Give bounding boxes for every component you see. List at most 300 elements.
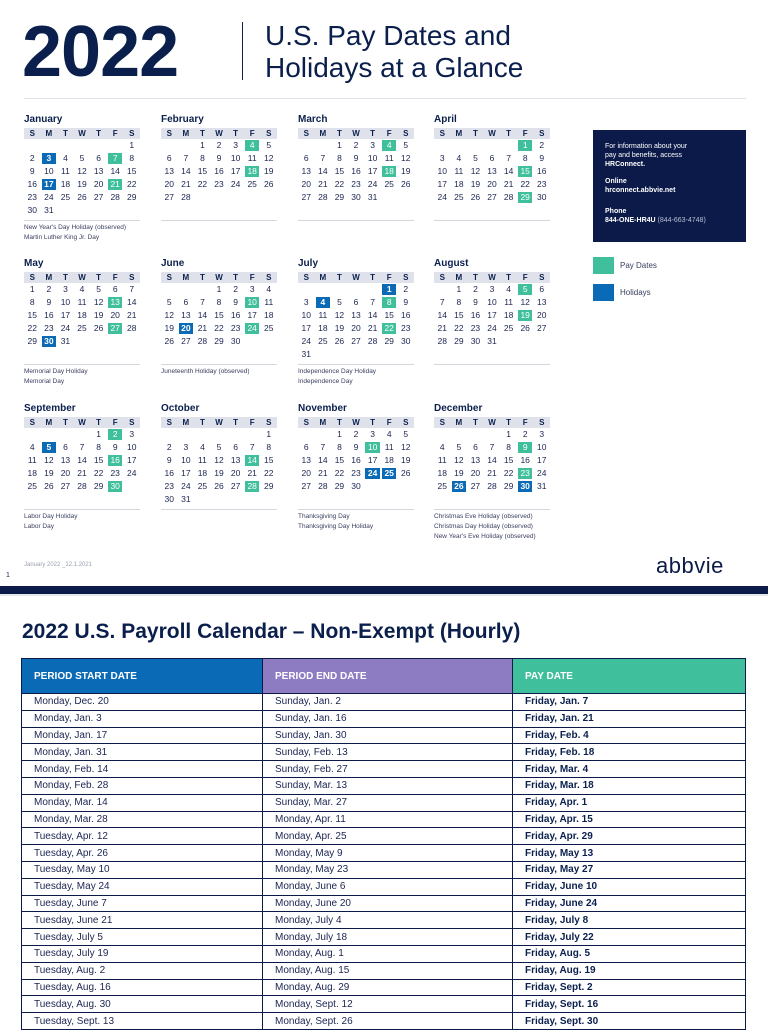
week-spacer bbox=[24, 493, 140, 506]
weekday-label: M bbox=[455, 273, 463, 282]
period-end-cell: Sunday, Jan. 30 bbox=[263, 727, 513, 744]
pay-date-cell: Friday, June 24 bbox=[513, 895, 746, 912]
day-cell: 10 bbox=[230, 153, 241, 163]
week-spacer bbox=[298, 493, 414, 506]
day-cell: 10 bbox=[181, 455, 191, 465]
week-row bbox=[24, 335, 140, 348]
week-row bbox=[434, 335, 550, 348]
day-cell: 23 bbox=[164, 481, 175, 491]
empty-day-cell bbox=[108, 336, 123, 347]
day-cell: 30 bbox=[42, 336, 57, 347]
weekday-label: F bbox=[249, 129, 255, 138]
day-cell: 28 bbox=[197, 336, 208, 346]
holiday-divider bbox=[434, 509, 550, 510]
weekday-label: W bbox=[215, 273, 223, 282]
table-row bbox=[22, 861, 746, 878]
empty-day-cell bbox=[75, 205, 90, 216]
day-cell: 24 bbox=[301, 336, 312, 346]
day-cell: 22 bbox=[503, 468, 514, 478]
table-row bbox=[22, 710, 746, 727]
period-end-cell: Monday, Sept. 26 bbox=[263, 1013, 513, 1030]
week-row bbox=[161, 309, 277, 322]
day-cell: 16 bbox=[351, 455, 361, 465]
weekday-label: S bbox=[129, 273, 135, 282]
table-row bbox=[22, 794, 746, 811]
empty-day-cell bbox=[179, 284, 194, 295]
period-end-cell: Monday, June 6 bbox=[263, 878, 513, 895]
period-end-cell: Monday, May 23 bbox=[263, 861, 513, 878]
pay-date-cell: Friday, Aug. 5 bbox=[513, 945, 746, 962]
weekday-label: S bbox=[539, 418, 545, 427]
day-cell: 22 bbox=[93, 468, 104, 478]
weekday-header bbox=[161, 128, 277, 139]
info-line-3: HRConnect. bbox=[605, 161, 646, 168]
info-phone-row bbox=[605, 216, 706, 225]
day-cell: 7 bbox=[439, 297, 445, 307]
period-end-cell: Monday, Aug. 29 bbox=[263, 979, 513, 996]
pay-date-cell: Friday, May 13 bbox=[513, 845, 746, 862]
empty-day-cell bbox=[382, 192, 397, 203]
day-cell: 7 bbox=[129, 284, 135, 294]
weekday-header bbox=[24, 128, 140, 139]
empty-day-cell bbox=[534, 336, 549, 347]
pay-date-cell: Friday, Apr. 29 bbox=[513, 828, 746, 845]
day-cell: 30 bbox=[537, 192, 547, 202]
day-cell: 17 bbox=[437, 179, 448, 189]
day-cell: 1 bbox=[129, 140, 135, 150]
weekday-label: T bbox=[200, 418, 205, 427]
info-phone-number[interactable]: 844-ONE-HR4U bbox=[605, 217, 656, 224]
day-cell: 16 bbox=[214, 166, 224, 176]
day-cell: 3 bbox=[303, 297, 309, 307]
empty-day-cell bbox=[75, 429, 90, 440]
day-cell: 4 bbox=[439, 442, 445, 452]
week-row bbox=[24, 309, 140, 322]
day-cell: 25 bbox=[27, 481, 38, 491]
weekday-header bbox=[434, 272, 550, 283]
day-cell: 11 bbox=[384, 153, 394, 163]
holiday-note: Thanksgiving Day Holiday bbox=[298, 523, 374, 530]
day-cell: 25 bbox=[384, 179, 394, 189]
day-cell: 30 bbox=[27, 205, 38, 215]
page-number: 1 bbox=[6, 572, 10, 579]
day-cell: 2 bbox=[29, 153, 35, 163]
day-cell: 4 bbox=[29, 442, 35, 452]
header-period-end: PERIOD END DATE bbox=[263, 659, 513, 694]
empty-day-cell bbox=[382, 349, 397, 360]
period-start-cell: Tuesday, July 5 bbox=[22, 929, 263, 946]
day-cell: 1 bbox=[518, 140, 533, 151]
day-cell: 18 bbox=[318, 323, 328, 333]
day-cell: 12 bbox=[214, 455, 224, 465]
holiday-divider bbox=[298, 364, 414, 365]
period-end-cell: Sunday, Mar. 27 bbox=[263, 794, 513, 811]
day-cell: 23 bbox=[351, 468, 361, 478]
day-cell: 4 bbox=[316, 297, 331, 308]
day-cell: 16 bbox=[470, 310, 481, 320]
week-row bbox=[434, 178, 550, 191]
month-name: October bbox=[161, 403, 200, 414]
holiday-note: Independence Day Holiday bbox=[298, 368, 377, 375]
table-row bbox=[22, 811, 746, 828]
day-cell: 17 bbox=[42, 179, 57, 190]
day-cell: 11 bbox=[384, 442, 394, 452]
info-online-url[interactable]: hrconnect.abbvie.net bbox=[605, 187, 676, 194]
day-cell: 15 bbox=[454, 310, 464, 320]
holiday-note: Martin Luther King Jr. Day bbox=[24, 234, 100, 241]
day-cell: 25 bbox=[318, 336, 328, 346]
day-cell: 21 bbox=[318, 179, 328, 189]
day-cell: 16 bbox=[351, 166, 361, 176]
day-cell: 3 bbox=[233, 140, 238, 150]
weekday-label: M bbox=[319, 129, 327, 138]
day-cell: 13 bbox=[470, 455, 481, 465]
day-cell: 18 bbox=[437, 468, 448, 478]
day-cell: 29 bbox=[214, 336, 224, 346]
month-june bbox=[161, 257, 277, 377]
day-cell: 27 bbox=[351, 336, 361, 346]
day-cell: 27 bbox=[108, 323, 123, 334]
month-name: May bbox=[24, 258, 44, 269]
day-cell: 20 bbox=[487, 179, 497, 189]
month-name: March bbox=[298, 114, 328, 125]
day-cell: 12 bbox=[77, 166, 87, 176]
table-row bbox=[22, 945, 746, 962]
table-row bbox=[22, 929, 746, 946]
weekday-header bbox=[24, 272, 140, 283]
weekday-label: M bbox=[319, 418, 327, 427]
abbvie-logo: abbvie bbox=[656, 553, 724, 578]
day-cell: 14 bbox=[318, 455, 328, 465]
holiday-note: New Year's Day Holiday (observed) bbox=[24, 224, 127, 231]
week-row bbox=[298, 191, 414, 204]
weekday-label: S bbox=[439, 273, 445, 282]
empty-day-cell bbox=[501, 336, 516, 347]
day-cell: 21 bbox=[437, 323, 448, 333]
day-cell: 14 bbox=[367, 310, 378, 320]
period-start-cell: Tuesday, Aug. 16 bbox=[22, 979, 263, 996]
day-cell: 14 bbox=[197, 310, 208, 320]
week-row bbox=[298, 309, 414, 322]
day-cell: 6 bbox=[303, 442, 309, 452]
day-cell: 10 bbox=[60, 297, 71, 307]
day-cell: 11 bbox=[437, 455, 447, 465]
day-cell: 12 bbox=[470, 166, 481, 176]
day-cell: 19 bbox=[164, 323, 175, 333]
payroll-table-body bbox=[22, 694, 746, 1030]
day-cell: 8 bbox=[382, 297, 397, 308]
day-cell: 31 bbox=[301, 349, 312, 359]
day-cell: 28 bbox=[127, 323, 137, 333]
day-cell: 2 bbox=[539, 140, 545, 150]
week-row bbox=[298, 152, 414, 165]
empty-day-cell bbox=[299, 284, 314, 295]
day-cell: 2 bbox=[353, 429, 359, 439]
day-cell: 7 bbox=[370, 297, 375, 307]
day-cell: 8 bbox=[200, 153, 205, 163]
month-february bbox=[161, 113, 277, 221]
day-cell: 24 bbox=[44, 192, 54, 202]
day-cell: 27 bbox=[487, 192, 497, 202]
day-cell: 12 bbox=[164, 310, 175, 320]
day-cell: 2 bbox=[108, 429, 123, 440]
empty-day-cell bbox=[195, 284, 210, 295]
day-cell: 10 bbox=[487, 297, 497, 307]
day-cell: 15 bbox=[334, 166, 345, 176]
period-start-cell: Monday, Jan. 3 bbox=[22, 710, 263, 727]
day-cell: 2 bbox=[46, 284, 52, 294]
day-cell: 4 bbox=[200, 442, 205, 452]
week-row bbox=[161, 178, 277, 191]
day-cell: 25 bbox=[247, 179, 257, 189]
page-gap bbox=[0, 594, 768, 596]
day-cell: 25 bbox=[77, 323, 87, 333]
period-start-cell: Tuesday, Aug. 2 bbox=[22, 962, 263, 979]
week-row bbox=[161, 454, 277, 467]
day-cell: 8 bbox=[522, 153, 528, 163]
day-cell: 13 bbox=[351, 310, 361, 320]
month-name: January bbox=[24, 114, 63, 125]
weekday-header bbox=[161, 417, 277, 428]
day-cell: 6 bbox=[489, 153, 495, 163]
day-cell: 13 bbox=[181, 310, 191, 320]
period-start-cell: Monday, Jan. 17 bbox=[22, 727, 263, 744]
day-cell: 23 bbox=[44, 323, 54, 333]
payroll-table bbox=[21, 658, 746, 1030]
empty-day-cell bbox=[195, 192, 210, 203]
day-cell: 3 bbox=[249, 284, 255, 294]
day-cell: 23 bbox=[110, 468, 120, 478]
empty-day-cell bbox=[42, 140, 57, 151]
period-end-cell: Monday, Sept. 12 bbox=[263, 996, 513, 1013]
day-cell: 10 bbox=[301, 310, 312, 320]
period-end-cell: Monday, May 9 bbox=[263, 845, 513, 862]
month-name: November bbox=[298, 403, 347, 414]
holiday-divider bbox=[24, 220, 140, 221]
day-cell: 14 bbox=[245, 455, 260, 466]
day-cell: 7 bbox=[320, 442, 326, 452]
weekday-label: W bbox=[488, 273, 496, 282]
holiday-note: Memorial Day Holiday bbox=[24, 368, 88, 375]
day-cell: 19 bbox=[401, 166, 411, 176]
day-cell: 18 bbox=[60, 179, 71, 189]
table-row bbox=[22, 845, 746, 862]
pay-date-cell: Friday, June 10 bbox=[513, 878, 746, 895]
day-cell: 4 bbox=[245, 140, 260, 151]
day-cell: 26 bbox=[401, 468, 411, 478]
day-cell: 26 bbox=[93, 323, 104, 333]
day-cell: 18 bbox=[454, 179, 464, 189]
footer-note: January 2022 _12.1.2021 bbox=[24, 562, 93, 568]
day-cell: 20 bbox=[351, 323, 361, 333]
month-march bbox=[298, 113, 414, 221]
holiday-divider bbox=[161, 509, 277, 510]
pay-date-cell: Friday, Jan. 21 bbox=[513, 710, 746, 727]
empty-day-cell bbox=[162, 140, 177, 151]
period-start-cell: Tuesday, June 7 bbox=[22, 895, 263, 912]
weekday-label: W bbox=[215, 418, 223, 427]
day-cell: 24 bbox=[437, 192, 448, 202]
period-start-cell: Tuesday, Aug. 30 bbox=[22, 996, 263, 1013]
day-cell: 13 bbox=[301, 455, 312, 465]
week-row bbox=[161, 152, 277, 165]
day-cell: 18 bbox=[503, 310, 514, 320]
week-row bbox=[161, 428, 277, 441]
day-cell: 9 bbox=[518, 442, 533, 453]
day-cell: 26 bbox=[470, 192, 481, 202]
period-start-cell: Tuesday, June 21 bbox=[22, 912, 263, 929]
day-cell: 13 bbox=[537, 297, 547, 307]
day-cell: 1 bbox=[506, 429, 511, 439]
day-cell: 31 bbox=[487, 336, 497, 346]
day-cell: 17 bbox=[367, 455, 378, 465]
weekday-label: T bbox=[370, 418, 376, 427]
week-row bbox=[298, 480, 414, 493]
day-cell: 1 bbox=[382, 284, 397, 295]
day-cell: 8 bbox=[216, 297, 222, 307]
week-row bbox=[434, 441, 550, 454]
empty-day-cell bbox=[452, 429, 467, 440]
table-row bbox=[22, 962, 746, 979]
week-row bbox=[434, 454, 550, 467]
week-row bbox=[161, 467, 277, 480]
legend-holidays bbox=[593, 284, 651, 301]
week-row bbox=[24, 283, 140, 296]
week-spacer bbox=[24, 348, 140, 361]
month-name: June bbox=[161, 258, 185, 269]
day-cell: 26 bbox=[264, 179, 274, 189]
week-row bbox=[298, 165, 414, 178]
table-row bbox=[22, 777, 746, 794]
day-cell: 27 bbox=[93, 192, 104, 202]
day-cell: 5 bbox=[266, 140, 272, 150]
weekday-header bbox=[298, 417, 414, 428]
weekday-label: S bbox=[403, 273, 409, 282]
day-cell: 24 bbox=[181, 481, 191, 491]
day-cell: 25 bbox=[503, 323, 514, 333]
day-cell: 20 bbox=[179, 323, 194, 334]
day-cell: 19 bbox=[401, 455, 411, 465]
day-cell: 2 bbox=[403, 284, 409, 294]
weekday-label: T bbox=[233, 273, 239, 282]
pay-date-swatch bbox=[593, 257, 614, 274]
empty-day-cell bbox=[195, 494, 210, 505]
empty-day-cell bbox=[518, 336, 533, 347]
pay-date-cell: Friday, Sept. 30 bbox=[513, 1013, 746, 1030]
week-row bbox=[24, 428, 140, 441]
weekday-label: S bbox=[166, 273, 172, 282]
week-row bbox=[434, 139, 550, 152]
week-row bbox=[298, 348, 414, 361]
day-cell: 19 bbox=[334, 323, 345, 333]
month-name: July bbox=[298, 258, 319, 269]
empty-day-cell bbox=[124, 205, 139, 216]
table-row bbox=[22, 878, 746, 895]
empty-day-cell bbox=[261, 192, 276, 203]
day-cell: 27 bbox=[301, 481, 312, 491]
month-january bbox=[24, 113, 140, 243]
day-cell: 11 bbox=[454, 166, 464, 176]
day-cell: 13 bbox=[301, 166, 312, 176]
weekday-label: S bbox=[303, 418, 309, 427]
day-cell: 5 bbox=[79, 153, 85, 163]
day-cell: 26 bbox=[401, 179, 411, 189]
pay-date-cell: Friday, Aug. 19 bbox=[513, 962, 746, 979]
day-cell: 29 bbox=[384, 336, 394, 346]
empty-day-cell bbox=[108, 205, 123, 216]
day-cell: 23 bbox=[351, 179, 361, 189]
empty-day-cell bbox=[485, 429, 500, 440]
day-cell: 28 bbox=[503, 192, 514, 202]
day-cell: 22 bbox=[214, 323, 224, 333]
empty-day-cell bbox=[332, 349, 347, 360]
day-cell: 13 bbox=[93, 166, 104, 176]
day-cell: 15 bbox=[518, 166, 533, 177]
day-cell: 25 bbox=[264, 323, 274, 333]
day-cell: 3 bbox=[183, 442, 189, 452]
day-cell: 1 bbox=[337, 140, 342, 150]
day-cell: 22 bbox=[520, 179, 530, 189]
day-cell: 25 bbox=[60, 192, 71, 202]
day-cell: 9 bbox=[166, 455, 172, 465]
empty-day-cell bbox=[42, 429, 57, 440]
pay-date-cell: Friday, Sept. 2 bbox=[513, 979, 746, 996]
weekday-label: T bbox=[96, 418, 102, 427]
holiday-note: Thanksgiving Day bbox=[298, 513, 350, 520]
day-cell: 26 bbox=[44, 481, 54, 491]
weekday-label: F bbox=[249, 418, 255, 427]
empty-day-cell bbox=[365, 349, 380, 360]
period-end-cell: Monday, Aug. 1 bbox=[263, 945, 513, 962]
weekday-label: T bbox=[200, 129, 205, 138]
period-end-cell: Sunday, Jan. 2 bbox=[263, 694, 513, 711]
weekday-label: T bbox=[506, 129, 512, 138]
day-cell: 16 bbox=[537, 166, 547, 176]
day-cell: 11 bbox=[264, 297, 274, 307]
week-spacer bbox=[434, 204, 550, 217]
period-end-cell: Monday, Apr. 11 bbox=[263, 811, 513, 828]
period-start-cell: Tuesday, May 24 bbox=[22, 878, 263, 895]
day-cell: 12 bbox=[401, 153, 411, 163]
day-cell: 17 bbox=[301, 323, 312, 333]
day-cell: 28 bbox=[487, 481, 497, 491]
day-cell: 20 bbox=[470, 468, 481, 478]
empty-day-cell bbox=[108, 140, 123, 151]
weekday-label: F bbox=[386, 273, 392, 282]
period-start-cell: Tuesday, Apr. 12 bbox=[22, 828, 263, 845]
info-line-2: pay and benefits, access bbox=[605, 152, 683, 159]
day-cell: 19 bbox=[470, 179, 481, 189]
day-cell: 3 bbox=[63, 284, 68, 294]
day-cell: 26 bbox=[164, 336, 175, 346]
day-cell: 6 bbox=[166, 153, 172, 163]
weekday-label: S bbox=[29, 129, 35, 138]
empty-day-cell bbox=[91, 205, 106, 216]
day-cell: 6 bbox=[233, 442, 238, 452]
info-phone-label: Phone bbox=[605, 208, 627, 215]
day-cell: 15 bbox=[197, 166, 208, 176]
day-cell: 31 bbox=[181, 494, 191, 504]
month-name: August bbox=[434, 258, 469, 269]
day-cell: 18 bbox=[197, 468, 208, 478]
weekday-label: T bbox=[200, 273, 205, 282]
week-row bbox=[298, 335, 414, 348]
day-cell: 12 bbox=[264, 153, 274, 163]
day-cell: 2 bbox=[473, 284, 478, 294]
day-cell: 10 bbox=[437, 166, 448, 176]
day-cell: 7 bbox=[108, 153, 123, 164]
day-cell: 24 bbox=[537, 468, 547, 478]
